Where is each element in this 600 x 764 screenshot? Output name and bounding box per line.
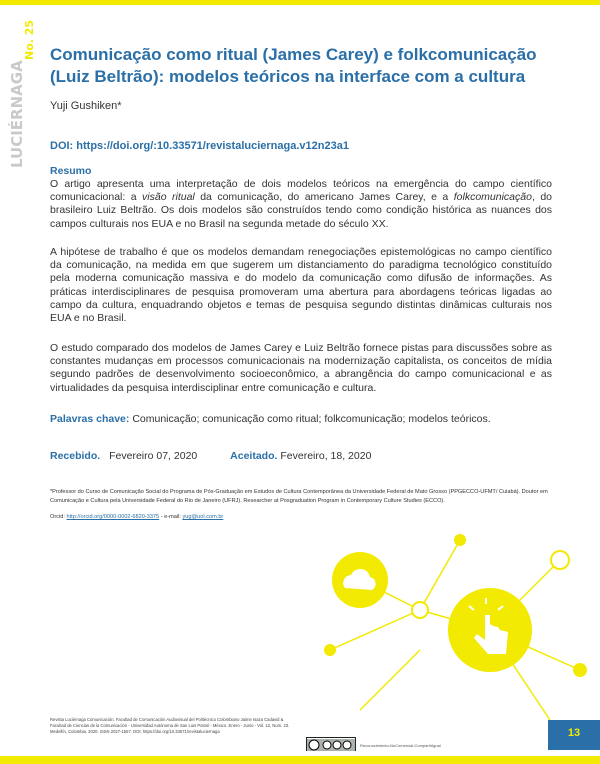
cc-license-text: Reconocimiento-NoComercial-CompartirIgual — [360, 743, 441, 748]
p1-italic-folkcomunicacao: folkcomunicação — [453, 191, 532, 204]
page-number: 13 — [548, 720, 600, 750]
orcid-link[interactable]: http://orcid.org/0000-0002-6820-3375 — [66, 514, 160, 520]
email-label: - e-mail: — [159, 514, 183, 520]
accepted-date: Fevereiro, 18, 2020 — [280, 450, 372, 462]
abstract-paragraph-1 — [50, 178, 552, 231]
doi-link[interactable]: DOI: https://doi.org/:10.33571/revistaluciernaga.v12n23a1 — [50, 140, 349, 152]
node-small-3 — [573, 663, 587, 677]
keywords — [50, 413, 570, 425]
journal-name: LUCIÉRNAGA — [8, 60, 26, 168]
network-decoration — [300, 520, 600, 720]
received-date: Fevereiro 07, 2020 — [109, 450, 198, 462]
node-small-2 — [551, 551, 569, 569]
cc-license-icon[interactable] — [306, 737, 356, 751]
orcid-line — [50, 514, 223, 520]
top-accent-bar — [0, 0, 600, 5]
orcid-label: Orcid: — [50, 514, 67, 520]
author-footnote: *Professor do Curso de Comunicação Social do Programa de Pós-Graduação em Estudos de Cultura Contemporânea da Universidade Federal de Mato Grosso (PPGECCO-UFMT/ Cuiabá). Doutor em Comunicação e Cultura pela Universidade Federal do Rio de Janeiro (UFRJ). Researcher at Posgraduation Program in Contemporary Culture Studies (ECCO). — [50, 489, 548, 504]
node-small-5 — [454, 534, 466, 546]
abstract-heading: Resumo — [50, 165, 92, 177]
node-small-4 — [324, 644, 336, 656]
bottom-accent-bar — [0, 756, 600, 764]
keywords-text: Comunicação; comunicação como ritual; folkcomunicação; modelos teóricos. — [129, 413, 491, 425]
p1-text-e: , do brasileiro Luiz Beltrão. Os dois modelos são construídos tendo como condição histórica as nuances dos campos culturais nos EUA e no Brasil na segunda metade do século XX. — [50, 191, 552, 230]
accepted-label: Aceitado. — [230, 450, 278, 462]
received-label: Recebido. — [50, 450, 101, 462]
p1-text-a: O artigo apresenta uma interpretação de dois modelos teóricos na emergência do campo científico comunicacional: a — [50, 178, 552, 204]
journal-vertical-title — [4, 19, 36, 198]
dates-line — [50, 450, 371, 462]
email-link[interactable]: yug@uol.com.br — [182, 514, 224, 520]
abstract-paragraph-3: O estudo comparado dos modelos de James Carey e Luiz Beltrão fornece pistas para discussões sobre as constantes mudanças em processos comunicacionais na modernização capitalista, os conceitos de mídia segundo padrões de desenvolvimento socioeconômico, a abrangência do campo comunicacional e as virtualidades da pesquisa interdisciplinar entre comunicação e cultura. — [50, 342, 552, 394]
journal-issue: No. 25 — [23, 19, 36, 60]
p1-italic-visao-ritual: visão ritual — [142, 191, 195, 204]
keywords-label: Palavras chave: — [50, 413, 130, 425]
node-small-1 — [412, 602, 428, 618]
abstract-paragraph-2: A hipótese de trabalho é que os modelos demandam renegociações epistemológicas no campo científico da comunicação, na medida em que sugerem um distanciamento do paradigma tecnológico constituído pela moderna comunicação massiva e do modelo da comunicação como difusão de informações. As práticas interdisciplinares de pesquisa promoveram uma abertura para abordagens teóricas ligadas ao campo da cultura, enquadrando objetos e temas de pesquisa segundo distintas dinâmicas culturais nos EUA e no Brasil. — [50, 246, 552, 325]
journal-footer-info: Revista Luciérnaga Comunicación. Facultad de Comunicación Audiovisual del Politécnico Colombiano Jaime Isaza Cadavid & Facultad de Ciencias de la Comunicación - Universidad Autónoma de San Luis Potosí - México. Enero - Junio - Vol. 12, Num. 23. Medellín, Colombia. 2020. ISSN 2027-1557. DOI: https://doi.org/10.33571/revistaluciernaga — [50, 717, 290, 734]
p1-text-c: da comunicação, do americano James Carey, e a — [194, 191, 454, 204]
author-name: Yuji Gushiken* — [50, 100, 122, 112]
article-title: Comunicação como ritual (James Carey) e folkcomunicação (Luiz Beltrão): modelos teóricos na interface com a cultura — [50, 45, 537, 86]
